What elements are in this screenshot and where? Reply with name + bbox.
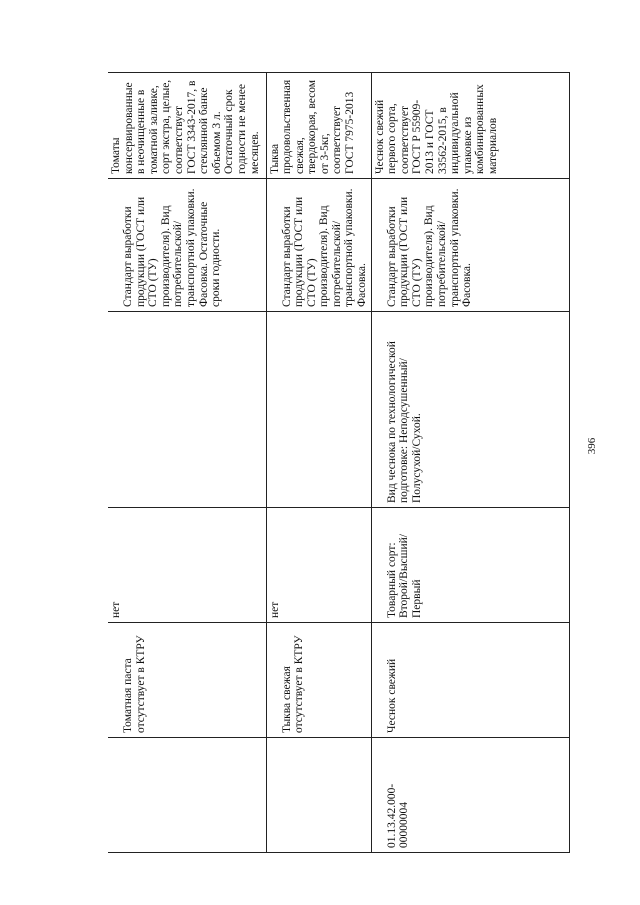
cell-note: [266, 312, 371, 508]
cell-description: Чеснок свежий первого сорта, соответствует ГОСТ Р 55909-2013 и ГОСТ 33562-2015, в индивидуальной упаковке из комбинированных материалов: [371, 73, 569, 179]
table-row: [266, 73, 371, 853]
cell-characteristic: нет: [266, 508, 371, 623]
cell-note: Вид чеснока по технологической подготовке: Неподсушенный/Полусухой/Сухой.: [371, 312, 569, 508]
cell-code: 01.13.42.000-00000004: [371, 738, 569, 853]
goods-table: [108, 72, 570, 853]
cell-description: Тыква продовольственная свежая, твердокорая, весом от 3-5кг, соответствует ГОСТ 7975-2013: [266, 73, 371, 179]
cell-name: Тыква свежая отсутствует в КТРУ: [266, 623, 371, 738]
rotated-table-container: [108, 73, 558, 853]
cell-name: Томатная паста отсутствует в КТРУ: [108, 623, 266, 738]
page-number: 396: [586, 437, 598, 455]
cell-requirements: Стандарт выработки продукции (ГОСТ или СТО (ТУ) производителя). Вид потребительской/транспортной упаковки. Фасовка. Остаточные сроки годности.: [108, 179, 266, 312]
table-row: [371, 73, 569, 853]
cell-requirements: Стандарт выработки продукции (ГОСТ или СТО (ТУ) производителя). Вид потребительской/транспортной упаковки. Фасовка.: [371, 179, 569, 312]
cell-characteristic: нет: [108, 508, 266, 623]
cell-code: [266, 738, 371, 853]
table-row: [108, 73, 266, 853]
cell-requirements: Стандарт выработки продукции (ГОСТ или СТО (ТУ) производителя). Вид потребительской/транспортной упаковки. Фасовка.: [266, 179, 371, 312]
cell-note: [108, 312, 266, 508]
cell-name: Чеснок свежий: [371, 623, 569, 738]
cell-characteristic: Товарный сорт: Второй/Высший/Первый: [371, 508, 569, 623]
cell-code: [108, 738, 266, 853]
cell-description: Томаты консервированные в неочищенные в томатной заливке, сорт экстра, целые, соответствует ГОСТ 3343-2017, в стеклянной банке объемом 3 л. Остаточный срок годности не менее месяцев.: [108, 73, 266, 179]
